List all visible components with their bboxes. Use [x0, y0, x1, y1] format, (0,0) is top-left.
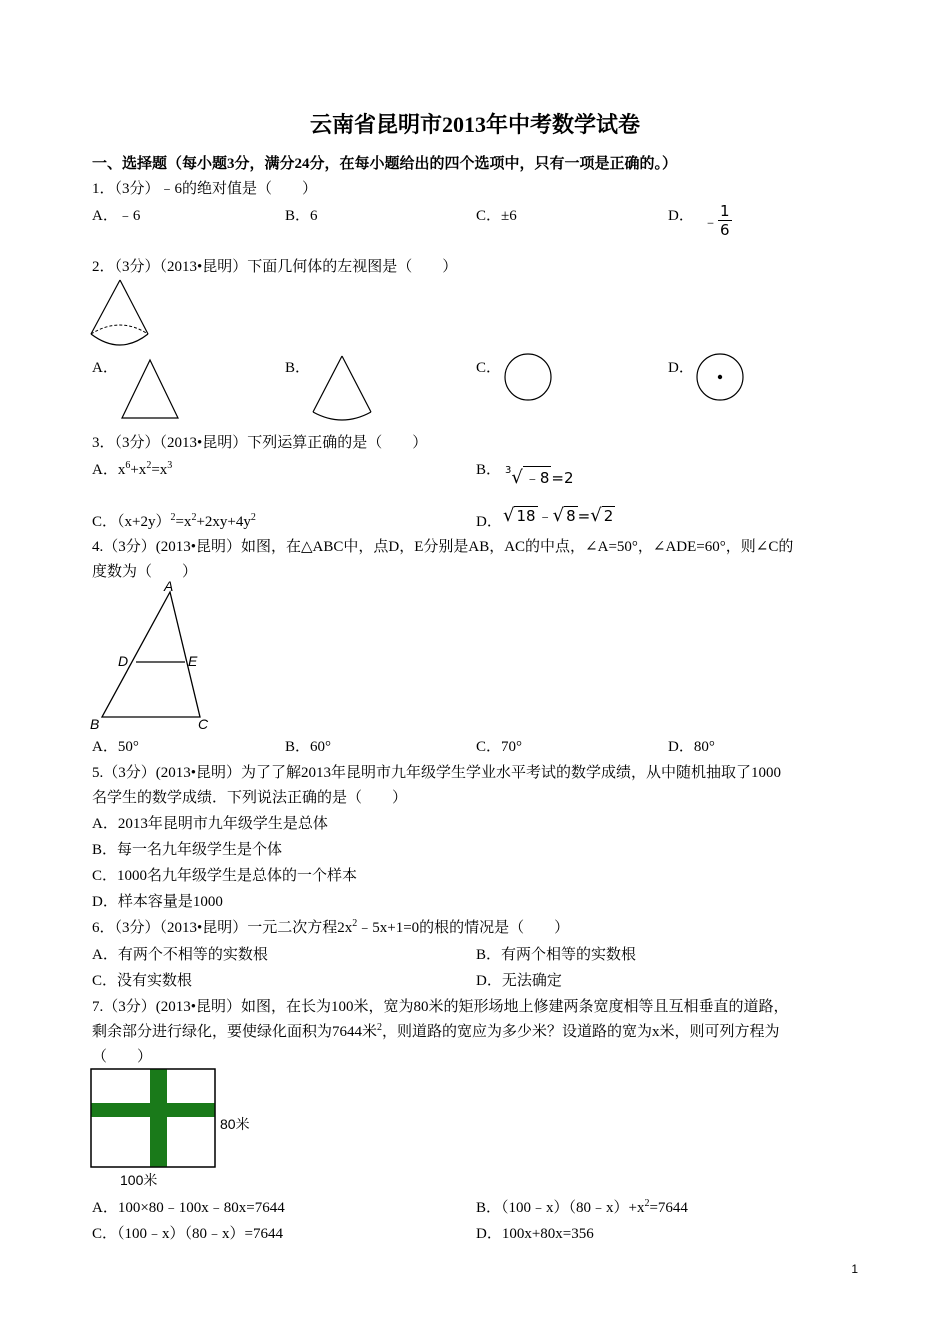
q3-b-root-index: 3 [505, 465, 512, 476]
q6-stem-pre: 6．（3分）（2013•昆明）一元二次方程2x [92, 920, 353, 936]
q3-b-result: =2 [551, 469, 574, 487]
q7-stem-line2 [92, 1020, 780, 1041]
q1-option-d-value [703, 204, 732, 238]
q1-d-denominator: 6 [720, 221, 730, 239]
page-number: 1 [851, 1262, 858, 1276]
q3-b-radicand: ﹣8 [523, 466, 552, 488]
section-heading: 一、选择题（每小题3分，满分24分，在每小题给出的四个选项中，只有一项是正确的。） [92, 156, 678, 172]
q7-stem-line1: 7.（3分）(2013•昆明）如图，在长为100米，宽为80米的矩形场地上修建两条宽度相等且互相垂直的道路， [92, 999, 789, 1015]
q3-option-a: A．$x^6+x^2=x^3$ [92, 460, 173, 478]
q4-label-e: E [188, 653, 198, 669]
q4-label-a: A [164, 578, 174, 594]
q5-stem-line1: 5.（3分）(2013•昆明）为了了解2013年昆明市九年级学生学业水平考试的数学成绩，从中随机抽取了1000 [92, 765, 782, 781]
q1-option-a: A．﹣6 [92, 208, 141, 224]
q7-stem-line3: （ ） [92, 1049, 153, 1065]
q4-label-d: D [118, 653, 129, 669]
q4-option-a: A．50° [92, 739, 139, 755]
q7-height-label: 80米 [220, 1116, 250, 1132]
q5-option-c: C．1000名九年级学生是总体的一个样本 [92, 868, 358, 884]
q3-d-radicand-3: 2 [603, 507, 614, 525]
q2-option-a: A． [92, 360, 118, 376]
q6-option-b: B．有两个相等的实数根 [476, 947, 637, 963]
q3-d-equals: = [577, 507, 591, 525]
q6-stem [92, 916, 569, 937]
q6-option-d: D．无法确定 [476, 973, 562, 989]
q7-option-d: D．100x+80x=356 [476, 1226, 594, 1242]
q3-option-c: C．$(x+2y)^2=x^2+2xy+4y^2$ [92, 512, 256, 530]
q7-stem2-post: ，则道路的宽应为多少米？设道路的宽为x米，则可列方程为 [382, 1024, 780, 1040]
q2-stem: 2．（3分）（2013•昆明）下面几何体的左视图是（ ） [92, 259, 458, 275]
q7-b-pre: B．（100﹣x）（80﹣x）+x [476, 1200, 645, 1216]
q2-circle-figure [502, 351, 554, 403]
q3-d-radicand-2: 8 [566, 507, 576, 525]
q5-option-b: B．每一名九年级学生是个体 [92, 842, 283, 858]
q1-option-c: C．±6 [476, 208, 517, 224]
q3-option-b-expr: $^3$√ ﹣8 =2 [505, 465, 574, 488]
q5-option-a: A．2013年昆明市九年级学生是总体 [92, 816, 328, 832]
q2-option-c: C． [476, 360, 502, 376]
q6-option-c: C．没有实数根 [92, 973, 193, 989]
q4-option-d: D．80° [668, 739, 715, 755]
q3-option-b-label: B． [476, 462, 502, 478]
q6-stem-exponent: 2 [352, 918, 358, 929]
q1-d-numerator: 1 [720, 202, 730, 220]
q5-stem-line2: 名学生的数学成绩．下列说法正确的是（ ） [92, 790, 408, 806]
q2-circle-dot-figure [694, 351, 746, 403]
q4-option-c: C．70° [476, 739, 523, 755]
q7-stem2-pre: 剩余部分进行绿化，要使绿化面积为7644米 [92, 1024, 378, 1040]
q3-d-minus: ﹣ [537, 507, 553, 525]
q7-option-c: C．（100﹣x）（80﹣x）=7644 [92, 1226, 283, 1242]
page-title: 云南省昆明市2013年中考数学试卷 [309, 112, 640, 137]
q4-label-c: C [198, 716, 209, 732]
q4-stem-line1: 4.（3分）(2013•昆明）如图，在△ABC中，点D，E分别是AB，AC的中点，∠A=50°，∠ADE=60°，则∠C的 [92, 539, 794, 555]
q7-option-a: A．100×80﹣100x﹣80x=7644 [92, 1200, 285, 1216]
q1-d-sign: ﹣ [703, 212, 719, 231]
q7-b-post: =7644 [649, 1200, 688, 1216]
q1-d-fraction [718, 204, 732, 238]
q5-option-d: D．样本容量是1000 [92, 894, 223, 910]
q3-d-radicand-1: 18 [516, 507, 536, 525]
q1-stem: 1．（3分）﹣6的绝对值是（ ） [92, 181, 318, 197]
q2-triangle-figure [118, 356, 182, 422]
q1-option-d: D． [668, 208, 694, 224]
q6-stem-post: ﹣5x+1=0的根的情况是（ ） [357, 920, 570, 936]
q4-label-b: B [90, 716, 100, 732]
q7-b-exponent: 2 [644, 1198, 650, 1209]
q3-option-d-expr: √ 18 ﹣√ 8 =√ 2 [503, 505, 614, 526]
q4-stem-line2: 度数为（ ） [92, 564, 198, 580]
q3-a-label: A． [92, 462, 118, 478]
q2-sector-figure [308, 352, 376, 424]
q7-width-label: 100米 [120, 1172, 158, 1188]
q2-option-d: D． [668, 360, 694, 376]
q4-triangle-figure [88, 578, 218, 734]
q2-cone-figure [88, 276, 152, 350]
q6-option-a: A．有两个不相等的实数根 [92, 947, 268, 963]
q1-option-b: B．6 [285, 208, 318, 224]
q2-option-b: B． [285, 360, 311, 376]
q7-field-figure [88, 1066, 260, 1190]
q3-stem: 3．（3分）（2013•昆明）下列运算正确的是（ ） [92, 435, 428, 451]
q7-option-b [476, 1196, 688, 1217]
q7-stem2-exponent: 2 [377, 1022, 383, 1033]
q4-option-b: B．60° [285, 739, 332, 755]
q3-option-d-label: D． [476, 514, 502, 530]
